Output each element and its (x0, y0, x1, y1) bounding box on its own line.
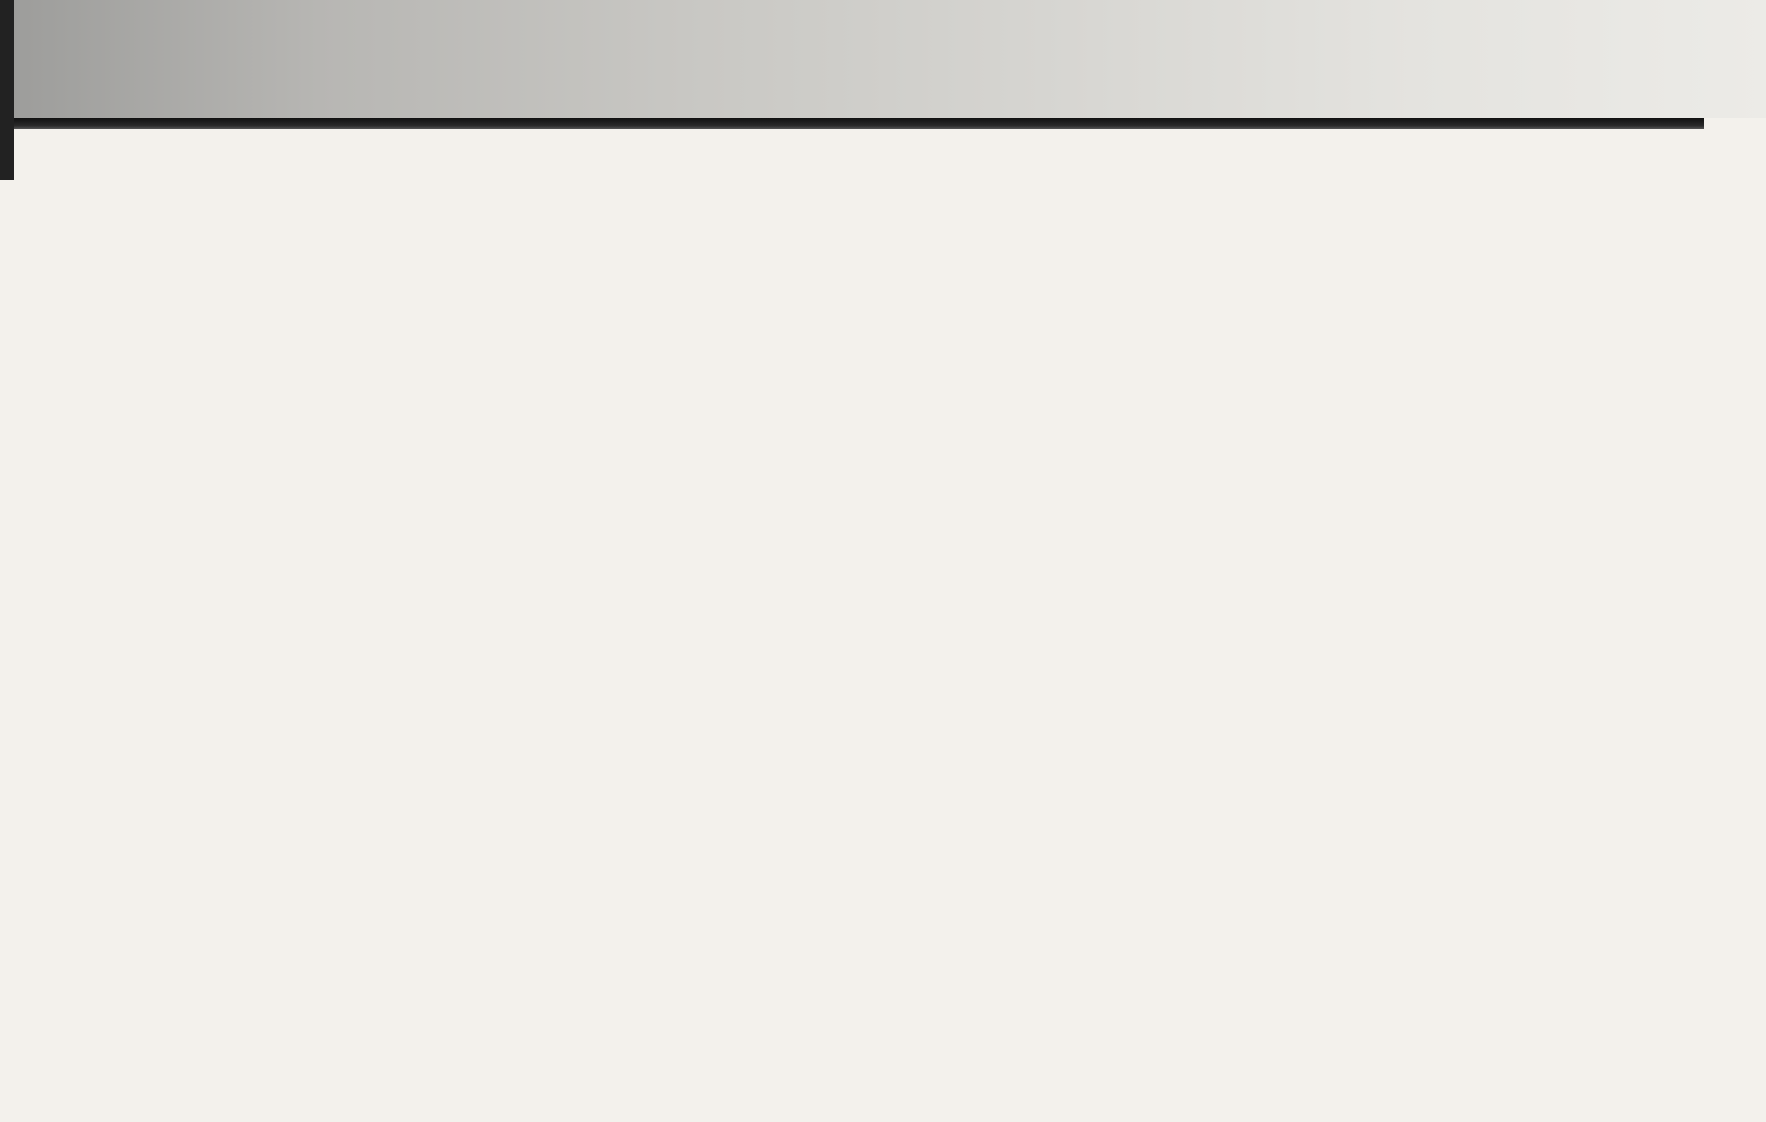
index-column-3 (1195, 180, 1675, 206)
pages-heading (640, 180, 1120, 206)
pages-heading (1195, 180, 1675, 206)
header-banner (0, 0, 1766, 118)
index-column-1 (88, 180, 574, 206)
index-column-2 (640, 180, 1120, 206)
binding-edge (0, 0, 14, 180)
header-rule (14, 118, 1704, 129)
pages-heading (88, 180, 574, 206)
